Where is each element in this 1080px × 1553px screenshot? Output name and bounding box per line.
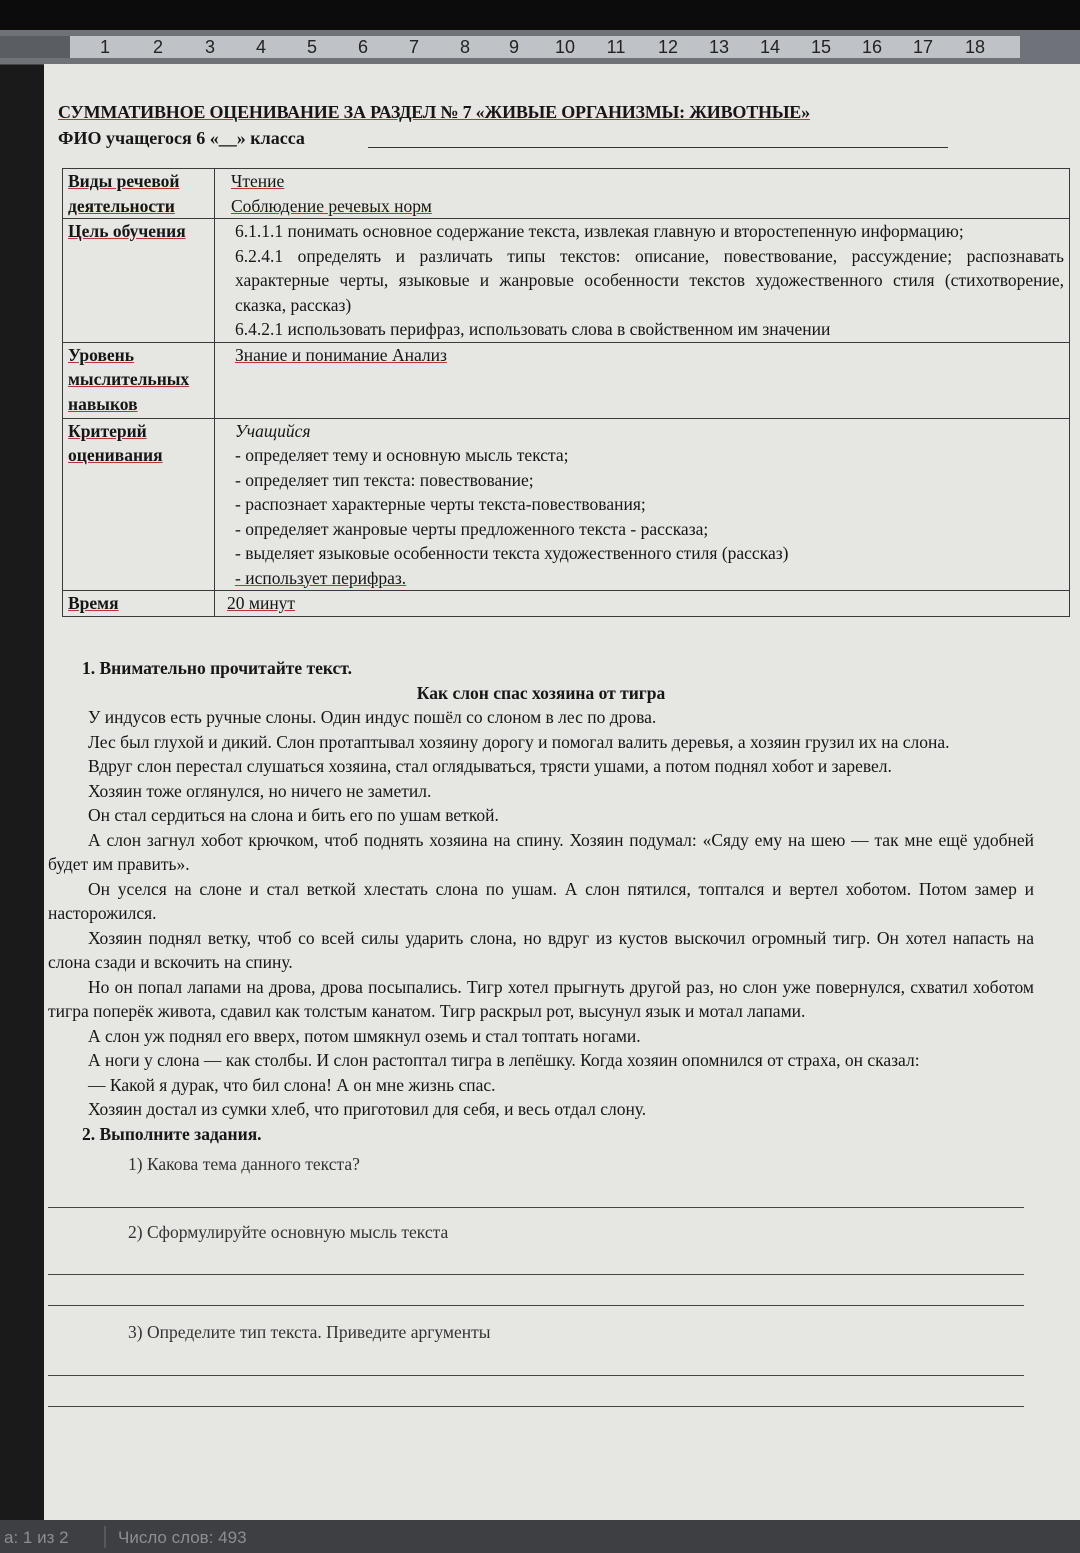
level-label: Уровень мыслительных навыков <box>68 344 190 414</box>
story-paragraph: Он стал сердиться на слона и бить его по ушам веткой. <box>88 805 499 825</box>
criteria-value-cell <box>215 418 1070 591</box>
ruler-number: 13 <box>708 37 730 57</box>
level-label-cell <box>63 342 215 418</box>
task1-heading: 1. Внимательно прочитайте текст. <box>82 658 352 678</box>
criteria-item: - использует перифраз. <box>235 567 407 588</box>
ruler-number: 7 <box>408 37 419 57</box>
story-paragraph: У индусов есть ручные слоны. Один индус пошёл со слоном в лес по дрова. <box>88 707 657 727</box>
ruler-number: 11 <box>606 37 626 57</box>
page-counter[interactable]: а: 1 из 2 <box>4 1528 69 1547</box>
level-value: Знание и понимание Анализ <box>235 344 447 365</box>
goal-label-cell <box>63 219 215 343</box>
ruler-number: 2 <box>152 37 163 57</box>
window-top-bar <box>0 0 1080 30</box>
story-paragraph: А слон загнул хобот крючком, чтоб поднять хозяина на спину. Хозяин подумал: «Сяду ему на шею — так мне ещё удобней будет им править». <box>48 829 1034 874</box>
ruler-number: 4 <box>255 37 266 57</box>
table-row <box>63 418 1070 591</box>
story-paragraph: Хозяин тоже оглянулся, но ничего не заметил. <box>88 780 432 801</box>
table-row <box>63 591 1070 617</box>
ruler-number: 9 <box>508 37 519 57</box>
ruler-number: 14 <box>759 37 781 57</box>
answer-line[interactable] <box>48 1177 1024 1208</box>
story-paragraph: Лес был глухой и дикий. Слон протаптывал хозяину дорогу и помогал валить деревья, а хозяин грузил их на слона. <box>88 731 950 752</box>
status-bar <box>0 1520 1080 1553</box>
question-1: 1) Какова тема данного текста? <box>128 1154 360 1174</box>
time-label: Время <box>68 593 119 613</box>
criteria-item: - определяет жанровые черты предложенного текста - рассказа; <box>235 518 709 539</box>
document-page[interactable] <box>44 64 1080 1520</box>
story-title: Как слон спас хозяина от тигра <box>416 682 666 703</box>
document-body <box>48 656 1034 1407</box>
student-name-line <box>368 147 948 148</box>
criteria-item: - определяет тип текста: повествование; <box>235 469 534 490</box>
learning-goal: 6.1.1.1 понимать основное содержание текста, извлекая главную и второстепенную информацию; <box>235 221 964 241</box>
time-value-cell <box>215 591 1070 617</box>
activity-value: Чтение <box>231 171 285 191</box>
student-name-label: ФИО учащегося 6 «__» класса <box>58 128 305 148</box>
activity-label-cell <box>63 169 215 219</box>
criteria-label-cell <box>63 418 215 591</box>
ruler-number: 6 <box>357 37 368 57</box>
answer-line[interactable] <box>48 1244 1024 1275</box>
criteria-item: - распознает характерные черты текста-повествования; <box>235 494 646 514</box>
ruler-number: 15 <box>810 37 832 57</box>
answer-line[interactable] <box>48 1275 1024 1306</box>
story-paragraph: Вдруг слон перестал слушаться хозяина, стал оглядываться, трясти ушами, а потом поднял хобот и заревел. <box>88 756 892 776</box>
table-row <box>63 219 1070 343</box>
level-value-cell <box>215 342 1070 418</box>
document-title: СУММАТИВНОЕ ОЦЕНИВАНИЕ ЗА РАЗДЕЛ № 7 «ЖИВЫЕ ОРГАНИЗМЫ: ЖИВОТНЫЕ» <box>58 102 810 122</box>
story-paragraph: Но он попал лапами на дрова, дрова посыпались. Тигр хотел прыгнуть другой раз, но слон уже повернулся, схватил хоботом тигра поперёк живота, сдавил как толстым канатом. Тигр раскрыл рот, высунул язык и мотал лапами. <box>48 976 1034 1021</box>
learning-goal: 6.4.2.1 использовать перифраз, использовать слова в свойственном им значении <box>235 319 831 339</box>
ruler-number: 1 <box>99 37 110 57</box>
activity-value-cell <box>215 169 1070 219</box>
goal-value-cell <box>215 219 1070 343</box>
assessment-info-table <box>62 168 1070 617</box>
answer-line[interactable] <box>48 1345 1024 1376</box>
activity-value: Соблюдение речевых норм <box>231 195 432 216</box>
ruler-number: 3 <box>204 37 215 57</box>
activity-label: Виды речевой деятельности <box>68 171 180 216</box>
story-paragraph: Хозяин поднял ветку, чтоб со всей силы ударить слона, но вдруг из кустов выскочил огромный тигр. Он хотел напасть на слона сзади и вскочить на спину. <box>48 927 1034 972</box>
ruler-number: 8 <box>459 37 470 57</box>
story-paragraph: А ноги у слона — как столбы. И слон растоптал тигра в лепёшку. Когда хозяин опомнился от страха, он сказал: <box>88 1050 920 1070</box>
learning-goal: 6.2.4.1 определять и различать типы текстов: описание, повествование, рассуждение; распознавать характерные черты, языковые и жанровые особенности текстов художественного стиля (стихотворение, сказка, рассказ) <box>235 245 1064 315</box>
question-2: 2) Сформулируйте основную мысль текста <box>128 1221 449 1242</box>
word-count[interactable]: Число слов: 493 <box>118 1528 247 1547</box>
story-paragraph: А слон уж поднял его вверх, потом шмякнул оземь и стал топтать ногами. <box>88 1025 641 1046</box>
time-value: 20 минут <box>227 593 296 613</box>
time-label-cell <box>63 591 215 617</box>
story-paragraph: Хозяин достал из сумки хлеб, что приготовил для себя, и весь отдал слону. <box>88 1099 647 1119</box>
answer-line[interactable] <box>48 1376 1024 1407</box>
question-3: 3) Определите тип текста. Приведите аргументы <box>128 1322 491 1342</box>
horizontal-ruler[interactable] <box>0 30 1080 65</box>
ruler-number: 10 <box>554 37 576 57</box>
criteria-label: Критерий оценивания <box>68 420 163 465</box>
criteria-item: - выделяет языковые особенности текста художественного стиля (рассказ) <box>235 543 789 563</box>
status-divider <box>104 1526 106 1548</box>
ruler-number: 18 <box>964 37 986 57</box>
task2-heading: 2. Выполните задания. <box>82 1123 262 1144</box>
criteria-intro: Учащийся <box>235 420 311 441</box>
table-row <box>63 169 1070 219</box>
ruler-number: 5 <box>306 37 317 57</box>
table-row <box>63 342 1070 418</box>
goal-label: Цель обучения <box>68 221 186 241</box>
ruler-number: 16 <box>861 37 883 57</box>
criteria-item: - определяет тему и основную мысль текста; <box>235 445 569 465</box>
ruler-number: 12 <box>657 37 679 57</box>
story-paragraph: Он уселся на слоне и стал веткой хлестать слона по ушам. А слон пятился, топтался и вертел хоботом. Потом замер и насторожился. <box>48 878 1034 923</box>
story-paragraph: — Какой я дурак, что бил слона! А он мне жизнь спас. <box>88 1074 496 1095</box>
ruler-left-margin <box>0 36 70 58</box>
ruler-number: 17 <box>912 37 934 57</box>
